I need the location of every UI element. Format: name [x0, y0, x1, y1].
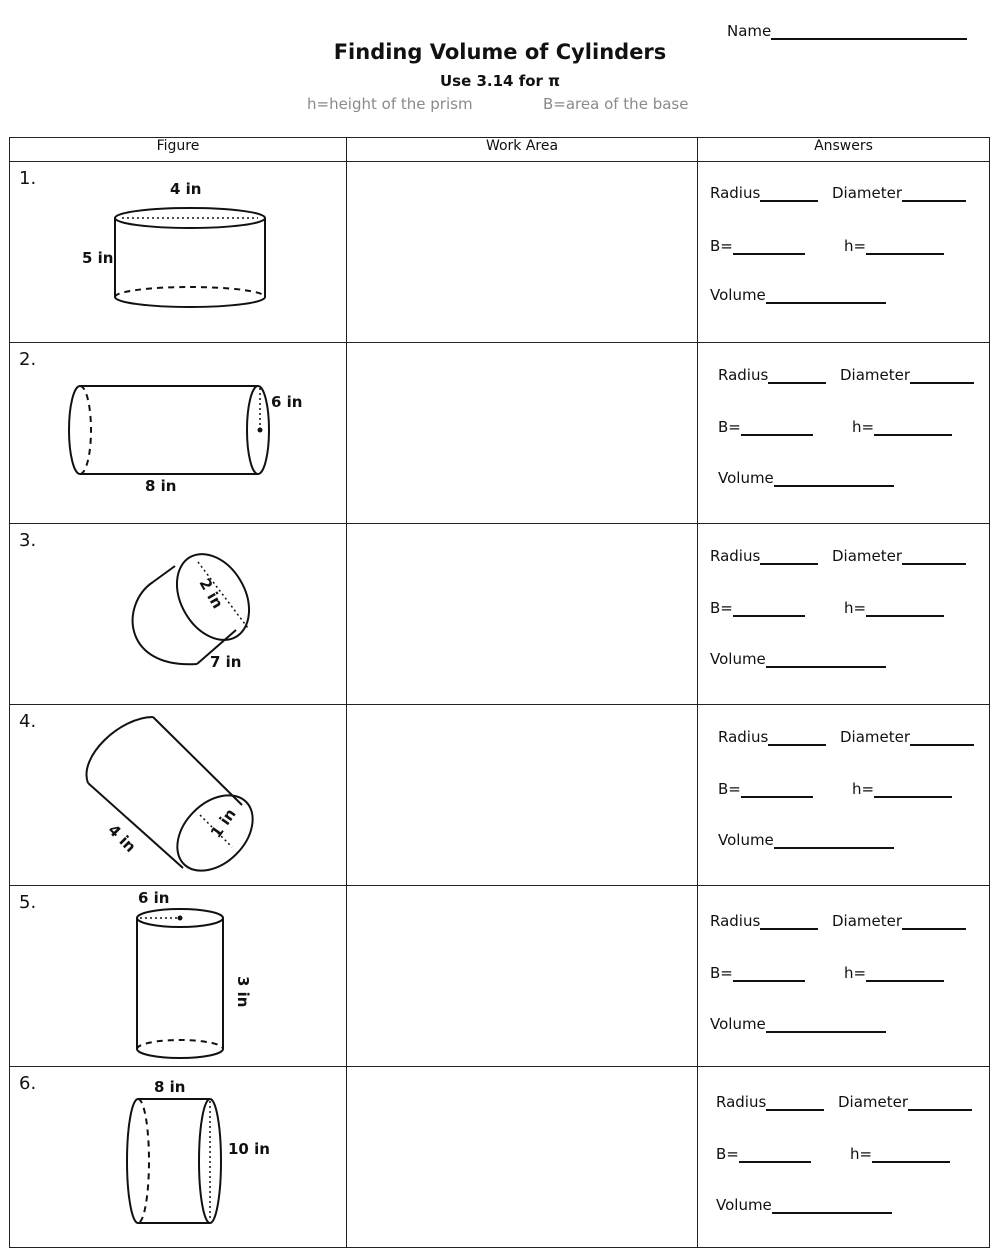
volume-blank[interactable]	[766, 288, 886, 304]
figure-cell	[10, 524, 347, 705]
volume-label: Volume	[718, 469, 774, 487]
diameter-blank[interactable]	[902, 549, 966, 565]
table-row	[10, 1067, 990, 1248]
name-label: Name	[727, 22, 772, 40]
radius-blank[interactable]	[760, 549, 818, 565]
base-area-label: B=	[716, 1145, 739, 1163]
radius-blank[interactable]	[760, 914, 818, 930]
answers-cell	[698, 162, 990, 343]
diameter-label: Diameter	[840, 728, 911, 746]
volume-label: Volume	[710, 286, 766, 304]
table-row	[10, 343, 990, 524]
legend-height: h=height of the prism	[307, 95, 473, 113]
problem-number: 3.	[19, 530, 37, 551]
dimension-label: 8 in	[145, 477, 177, 495]
cylinder-figure	[10, 705, 347, 885]
diameter-blank[interactable]	[910, 368, 974, 384]
diameter-blank[interactable]	[910, 730, 974, 746]
work-area-cell[interactable]	[347, 705, 698, 886]
table-row	[10, 705, 990, 886]
legend-base: B=area of the base	[543, 95, 689, 113]
work-area-cell[interactable]	[347, 524, 698, 705]
diameter-label: Diameter	[832, 184, 903, 202]
height-blank[interactable]	[874, 782, 952, 798]
name-blank[interactable]	[771, 24, 967, 40]
height-label: h=	[852, 418, 875, 436]
column-header-work-area: Work Area	[347, 138, 698, 162]
page-subtitle: Use 3.14 for π	[439, 72, 561, 90]
base-area-blank[interactable]	[741, 420, 813, 436]
answers-cell	[698, 1067, 990, 1248]
diameter-label: Diameter	[838, 1093, 909, 1111]
base-area-label: B=	[710, 237, 733, 255]
dimension-label: 8 in	[154, 1078, 186, 1096]
problem-number: 2.	[19, 349, 37, 370]
base-area-label: B=	[710, 599, 733, 617]
dimension-label: 2 in	[195, 575, 227, 612]
figure-cell	[10, 162, 347, 343]
volume-blank[interactable]	[766, 1017, 886, 1033]
height-blank[interactable]	[874, 420, 952, 436]
table-row	[10, 886, 990, 1067]
column-header-answers: Answers	[698, 138, 990, 162]
radius-label: Radius	[710, 912, 761, 930]
dimension-label: 6 in	[138, 889, 170, 907]
figure-cell	[10, 1067, 347, 1248]
figure-cell	[10, 343, 347, 524]
cylinder-figure	[10, 1067, 347, 1247]
radius-label: Radius	[710, 184, 761, 202]
answers-cell	[698, 705, 990, 886]
cylinder-figure	[10, 886, 347, 1066]
base-area-label: B=	[710, 964, 733, 982]
figure-cell	[10, 886, 347, 1067]
radius-blank[interactable]	[768, 730, 826, 746]
diameter-blank[interactable]	[902, 186, 966, 202]
dimension-label: 6 in	[271, 393, 303, 411]
table-header-row	[10, 138, 990, 162]
height-blank[interactable]	[866, 966, 944, 982]
base-area-blank[interactable]	[739, 1147, 811, 1163]
dimension-label: 4 in	[170, 180, 202, 198]
diameter-label: Diameter	[840, 366, 911, 384]
base-area-label: B=	[718, 780, 741, 798]
problem-number: 6.	[19, 1073, 37, 1094]
diameter-blank[interactable]	[902, 914, 966, 930]
radius-blank[interactable]	[760, 186, 818, 202]
answers-cell	[698, 524, 990, 705]
problem-number: 4.	[19, 711, 37, 732]
answers-cell	[698, 343, 990, 524]
dimension-label: 4 in	[104, 820, 140, 856]
work-area-cell[interactable]	[347, 162, 698, 343]
height-label: h=	[844, 599, 867, 617]
work-area-cell[interactable]	[347, 1067, 698, 1248]
volume-blank[interactable]	[772, 1198, 892, 1214]
diameter-blank[interactable]	[908, 1095, 972, 1111]
height-blank[interactable]	[872, 1147, 950, 1163]
volume-label: Volume	[716, 1196, 772, 1214]
worksheet-table	[9, 137, 990, 1248]
cylinder-figure	[10, 162, 347, 342]
volume-blank[interactable]	[774, 833, 894, 849]
work-area-cell[interactable]	[347, 886, 698, 1067]
dimension-label: 5 in	[82, 249, 114, 267]
work-area-cell[interactable]	[347, 343, 698, 524]
radius-label: Radius	[716, 1093, 767, 1111]
height-label: h=	[852, 780, 875, 798]
radius-label: Radius	[718, 728, 769, 746]
answers-cell	[698, 886, 990, 1067]
volume-blank[interactable]	[774, 471, 894, 487]
volume-label: Volume	[718, 831, 774, 849]
base-area-blank[interactable]	[741, 782, 813, 798]
problem-number: 5.	[19, 892, 37, 913]
dimension-label: 10 in	[228, 1140, 270, 1158]
diameter-label: Diameter	[832, 547, 903, 565]
dimension-label: 1 in	[206, 805, 240, 842]
table-row	[10, 162, 990, 343]
radius-blank[interactable]	[768, 368, 826, 384]
height-blank[interactable]	[866, 601, 944, 617]
problem-number: 1.	[19, 168, 37, 189]
base-area-blank[interactable]	[733, 239, 805, 255]
height-label: h=	[844, 237, 867, 255]
volume-label: Volume	[710, 650, 766, 668]
height-blank[interactable]	[866, 239, 944, 255]
base-area-label: B=	[718, 418, 741, 436]
height-label: h=	[850, 1145, 873, 1163]
dimension-label: 3 in	[234, 976, 252, 1008]
cylinder-figure	[10, 343, 347, 523]
page-title: Finding Volume of Cylinders	[333, 40, 667, 64]
volume-label: Volume	[710, 1015, 766, 1033]
radius-label: Radius	[718, 366, 769, 384]
dimension-label: 7 in	[210, 653, 242, 671]
name-field	[727, 22, 967, 40]
base-area-blank[interactable]	[733, 966, 805, 982]
base-area-blank[interactable]	[733, 601, 805, 617]
radius-label: Radius	[710, 547, 761, 565]
height-label: h=	[844, 964, 867, 982]
figure-cell	[10, 705, 347, 886]
diameter-label: Diameter	[832, 912, 903, 930]
table-row	[10, 524, 990, 705]
volume-blank[interactable]	[766, 652, 886, 668]
cylinder-figure	[10, 524, 347, 704]
column-header-figure: Figure	[10, 138, 347, 162]
radius-blank[interactable]	[766, 1095, 824, 1111]
